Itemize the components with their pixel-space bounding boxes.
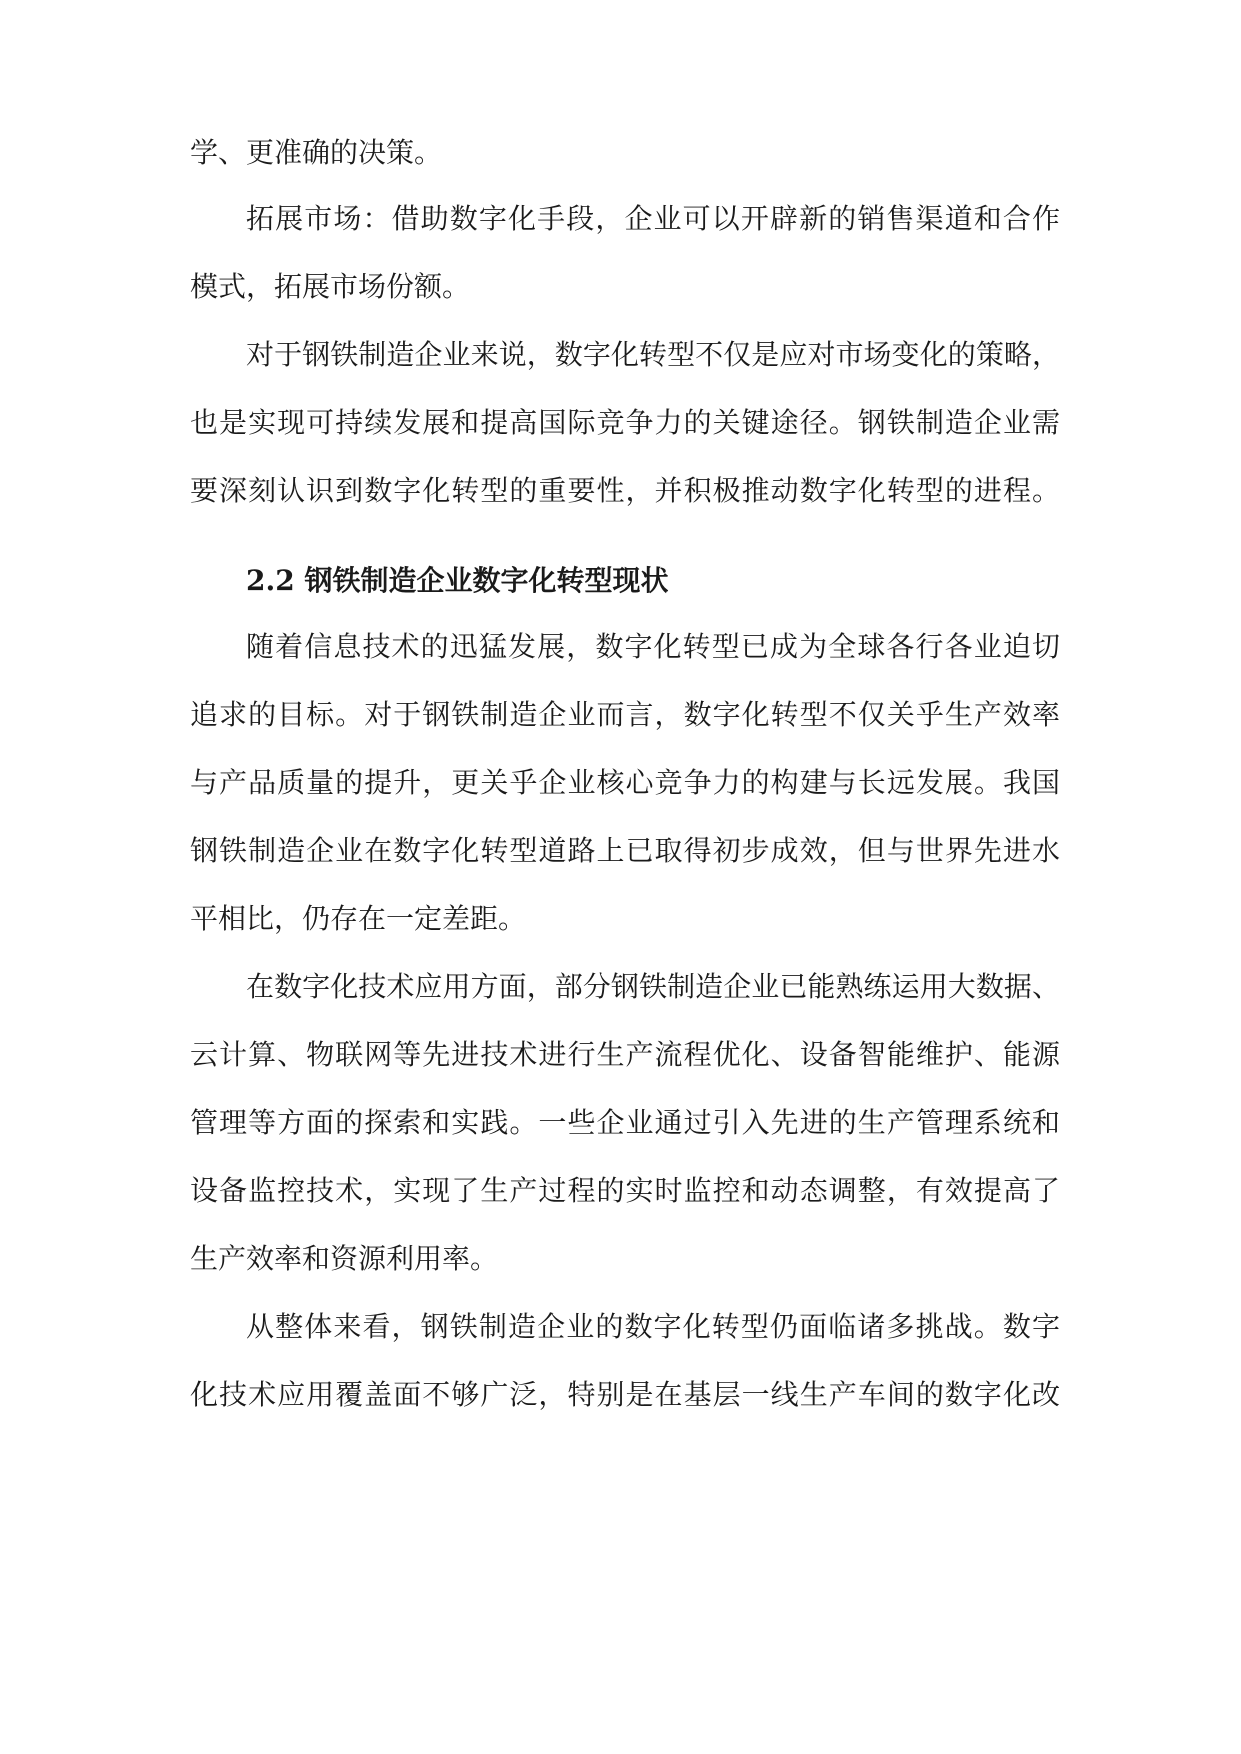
section-heading: 2.2 钢铁制造企业数字化转型现状 [246,564,669,597]
paragraph-line: 管理等方面的探索和实践。一些企业通过引入先进的生产管理系统和 [190,1106,1060,1139]
paragraph-line: 学、更准确的决策。 [190,136,443,169]
paragraph-line: 模式，拓展市场份额。 [190,270,471,303]
paragraph-line: 化技术应用覆盖面不够广泛，特别是在基层一线生产车间的数字化改 [190,1378,1060,1411]
paragraph-line: 平相比，仍存在一定差距。 [190,902,527,935]
paragraph-line: 钢铁制造企业在数字化转型道路上已取得初步成效，但与世界先进水 [190,834,1060,867]
paragraph-line: 云计算、物联网等先进技术进行生产流程优化、设备智能维护、能源 [190,1038,1060,1071]
paragraph-line: 设备监控技术，实现了生产过程的实时监控和动态调整，有效提高了 [190,1174,1060,1207]
paragraph-line: 也是实现可持续发展和提高国际竞争力的关键途径。钢铁制造企业需 [190,406,1060,439]
paragraph-line: 拓展市场：借助数字化手段，企业可以开辟新的销售渠道和合作 [246,202,1060,235]
paragraph-line: 与产品质量的提升，更关乎企业核心竞争力的构建与长远发展。我国 [190,766,1060,799]
paragraph-line: 从整体来看，钢铁制造企业的数字化转型仍面临诸多挑战。数字 [246,1310,1060,1343]
paragraph-line: 对于钢铁制造企业来说，数字化转型不仅是应对市场变化的策略， [246,338,1060,371]
paragraph-line: 随着信息技术的迅猛发展，数字化转型已成为全球各行各业迫切 [246,630,1060,663]
paragraph-line: 在数字化技术应用方面，部分钢铁制造企业已能熟练运用大数据、 [246,970,1060,1003]
paragraph-line: 要深刻认识到数字化转型的重要性，并积极推动数字化转型的进程。 [190,474,1060,507]
paragraph-line: 追求的目标。对于钢铁制造企业而言，数字化转型不仅关乎生产效率 [190,698,1060,731]
paragraph-line: 生产效率和资源利用率。 [190,1242,499,1275]
